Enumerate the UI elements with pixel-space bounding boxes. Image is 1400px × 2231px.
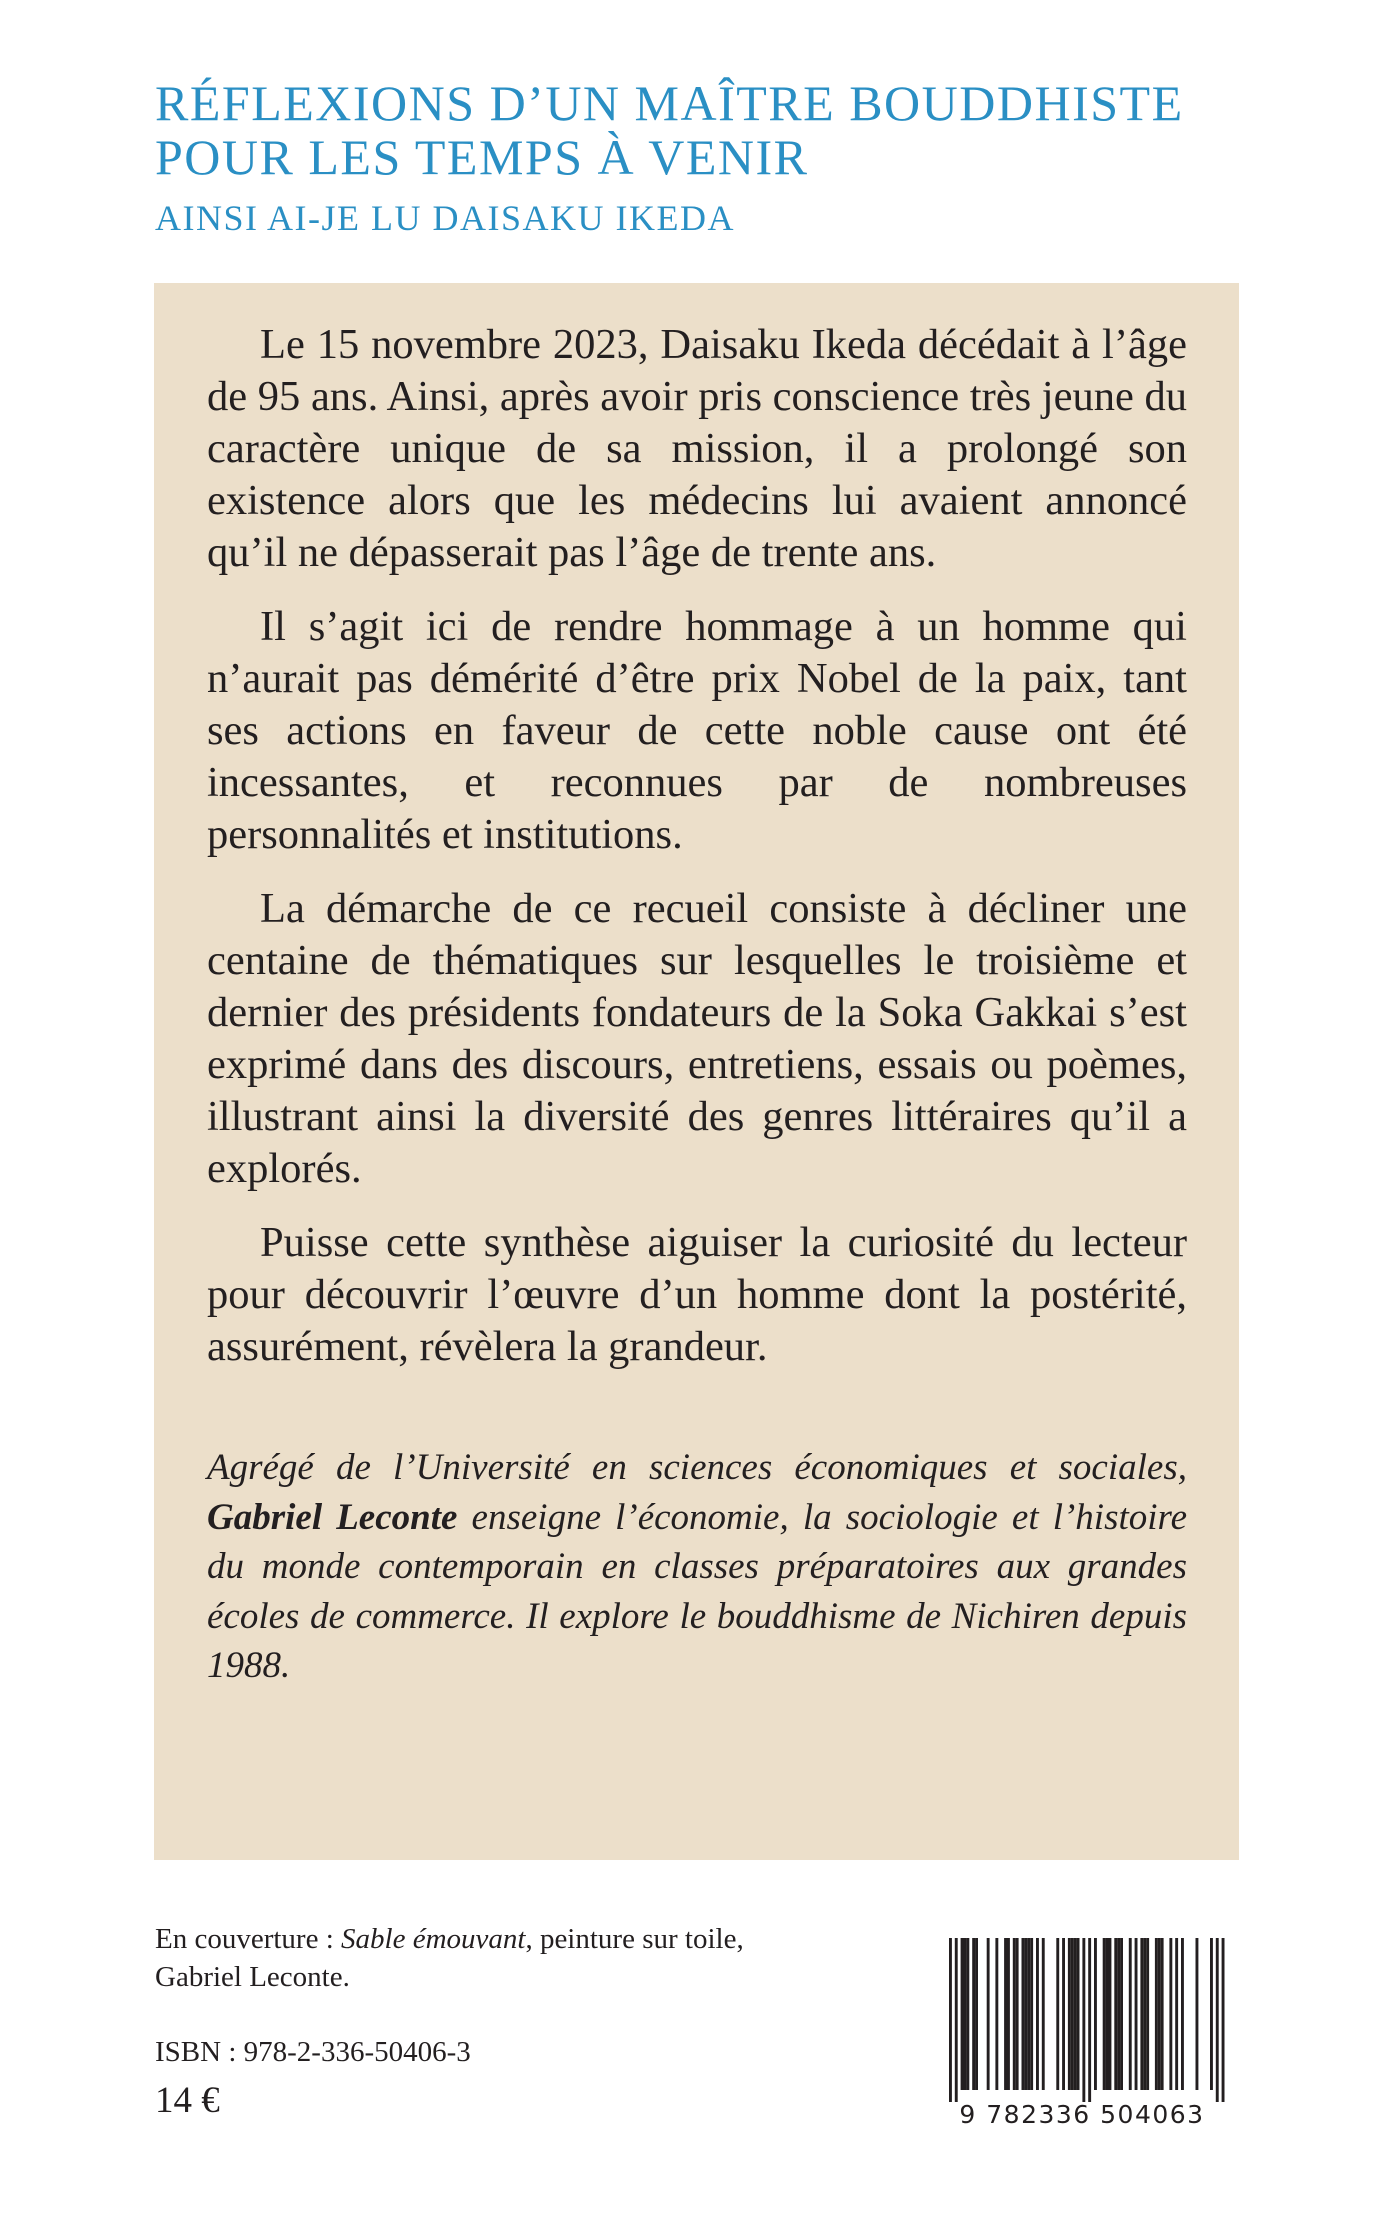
barcode-bar xyxy=(949,1938,952,2102)
cover-credit-suffix: , peinture sur toile, Gabriel Leconte. xyxy=(155,1923,744,1993)
isbn: ISBN : 978-2-336-50406-3 xyxy=(155,2036,471,2068)
barcode-bar xyxy=(1077,1938,1080,2090)
barcode-bar xyxy=(964,1938,967,2090)
barcode-bar xyxy=(1210,1938,1213,2090)
barcode-bar xyxy=(1027,1938,1030,2090)
barcode-bar xyxy=(1169,1938,1172,2090)
title-block xyxy=(155,76,1275,238)
barcode-bar xyxy=(1140,1938,1143,2090)
summary-paragraph-2: Il s’agit ici de rendre hommage à un homme qui n’aurait pas démérité d’être prix Nobel de la paix, tant ses actions en faveur de cette noble cause ont été incessantes, et reconnues par de nombreuses personnalités et institutions. xyxy=(207,603,1187,858)
barcode-bar xyxy=(1135,1938,1138,2090)
barcode-number: 9 782336 504063 xyxy=(959,2100,1205,2129)
book-subtitle: AINSI AI-JE LU DAISAKU IKEDA xyxy=(155,198,735,238)
barcode-bar xyxy=(1175,1938,1178,2090)
barcode-bar xyxy=(1161,1938,1164,2090)
summary-paragraph-1: Le 15 novembre 2023, Daisaku Ikeda décédait à l’âge de 95 ans. Ainsi, après avoir pris conscience très jeune du caractère unique de sa mission, il a prolongé son existence alors que les médecins lui avaient annoncé qu’il ne dépasserait pas l’âge de trente ans. xyxy=(207,321,1187,576)
barcode-bar xyxy=(1114,1938,1117,2090)
barcode-bar xyxy=(1024,1938,1027,2090)
barcode-bar xyxy=(1042,1938,1045,2090)
barcode-bar xyxy=(1004,1938,1007,2090)
barcode-bar xyxy=(1106,1938,1109,2090)
barcode-bar xyxy=(1181,1938,1184,2090)
barcode-bar xyxy=(1082,1938,1085,2102)
barcode-bar xyxy=(1068,1938,1071,2090)
barcode-bar xyxy=(955,1938,958,2102)
barcode-graphic xyxy=(924,1932,1240,2130)
author-bio-intro: Agrégé de l’Université en sciences économiques et sociales, xyxy=(207,1447,1187,1488)
barcode-bar xyxy=(1088,1938,1091,2102)
barcode-bar xyxy=(1030,1938,1033,2090)
summary-content xyxy=(207,319,1187,1691)
cover-credit xyxy=(155,1920,755,1996)
barcode-bar xyxy=(1094,1938,1097,2090)
barcode-bar xyxy=(961,1938,964,2090)
barcode-bar xyxy=(1013,1938,1016,2090)
summary-paragraph-4: Puisse cette synthèse aiguiser la curiosité du lecteur pour découvrir l’œuvre d’un homme dont la postérité, assurément, révèlera la grandeur. xyxy=(207,1219,1187,1370)
barcode-bar xyxy=(966,1938,969,2090)
barcode-bar xyxy=(1196,1938,1199,2090)
barcode-bar xyxy=(1071,1938,1074,2090)
barcode-bar xyxy=(1074,1938,1077,2090)
barcode-bar xyxy=(1036,1938,1039,2090)
barcode-bar xyxy=(1007,1938,1010,2090)
summary-paragraph-3: La démarche de ce recueil consiste à décliner une centaine de thématiques sur lesquelles le troisième et dernier des présidents fondateurs de la Soka Gakkai s’est exprimé dans des discours, entretiens, essais ou poèmes, illustrant ainsi la diversité des genres littéraires qu’il a explorés. xyxy=(207,885,1187,1192)
barcode-bars xyxy=(949,1938,1225,2102)
barcode-bar xyxy=(995,1938,998,2090)
barcode-bar xyxy=(1129,1938,1132,2090)
barcode-bar xyxy=(1146,1938,1149,2090)
book-title-line-1: RÉFLEXIONS D’UN MAÎTRE BOUDDHISTE xyxy=(155,75,1184,131)
cover-credit-prefix: En couverture : xyxy=(155,1923,342,1955)
barcode-bar xyxy=(1062,1938,1065,2090)
barcode-bar xyxy=(1120,1938,1123,2090)
barcode-bar xyxy=(1143,1938,1146,2090)
cover-artwork-title: Sable émouvant xyxy=(341,1923,526,1955)
barcode-bar xyxy=(1016,1938,1019,2090)
barcode-bar xyxy=(1222,1938,1225,2102)
barcode-bar xyxy=(972,1938,975,2090)
book-title-line-2: POUR LES TEMPS À VENIR xyxy=(155,129,809,185)
author-bio-rest: enseigne l’économie, la sociologie et l’histoire du monde contemporain en classes préparatoires aux grandes écoles de commerce. Il explore le bouddhisme de Nichiren depuis 1988. xyxy=(207,1496,1187,1686)
barcode-bar xyxy=(1109,1938,1112,2090)
barcode-bar xyxy=(1103,1938,1106,2090)
price: 14 € xyxy=(155,2080,220,2121)
barcode-bar xyxy=(1155,1938,1158,2090)
barcode-bar xyxy=(1117,1938,1120,2090)
barcode xyxy=(924,1932,1240,2130)
author-name: Gabriel Leconte xyxy=(207,1496,458,1538)
author-bio xyxy=(207,1443,1187,1691)
barcode-bar xyxy=(1216,1938,1219,2102)
summary-panel xyxy=(154,283,1239,1860)
barcode-bar xyxy=(1022,1938,1025,2090)
barcode-bar xyxy=(1056,1938,1059,2090)
barcode-bar xyxy=(987,1938,990,2090)
barcode-bar xyxy=(1158,1938,1161,2090)
barcode-bar xyxy=(975,1938,978,2090)
